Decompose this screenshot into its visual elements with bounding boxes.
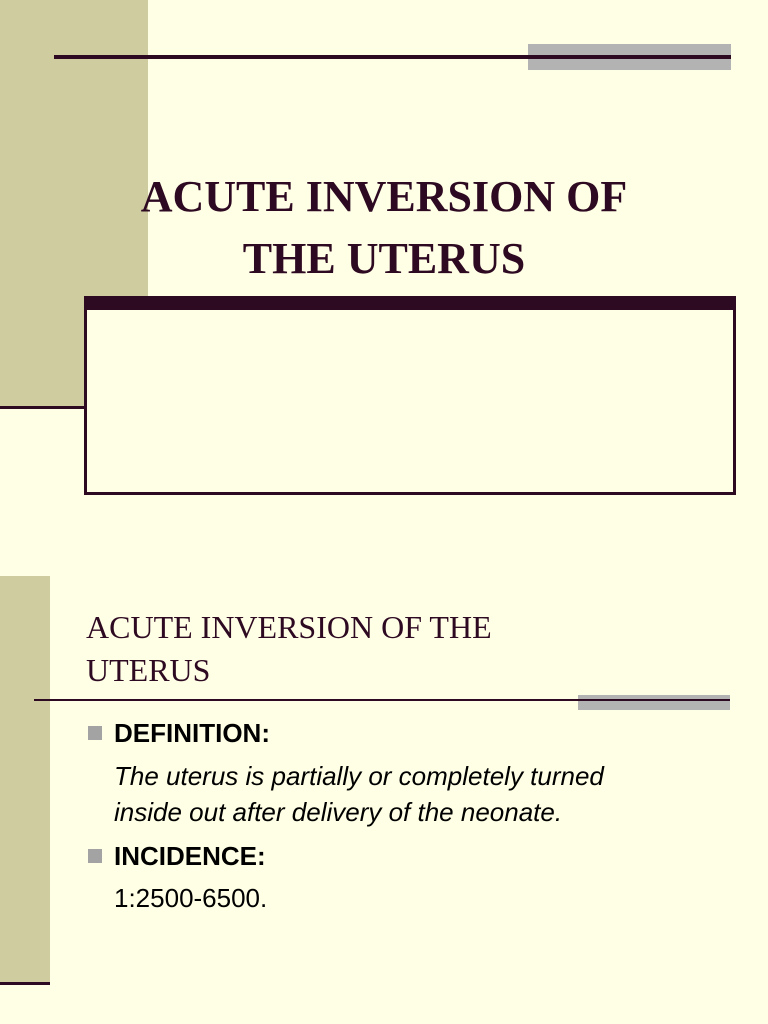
- title-line-2: UTERUS: [86, 652, 211, 688]
- sidebar-rule: [0, 982, 50, 985]
- grey-accent-bar: [578, 695, 730, 710]
- slide-gap: [0, 540, 768, 576]
- incidence-text: [114, 880, 724, 916]
- list-item-incidence: [88, 841, 266, 871]
- definition-line-1: The uterus is partially or completely turned: [114, 761, 604, 791]
- bullet-heading: INCIDENCE:: [114, 841, 266, 871]
- slide-title: [84, 166, 684, 290]
- sidebar-decoration: [0, 576, 50, 984]
- title-line-1: ACUTE INVERSION OF: [140, 172, 628, 221]
- grey-accent-bar: [528, 44, 731, 70]
- definition-text: [114, 758, 724, 830]
- square-bullet-icon: [88, 726, 102, 740]
- top-rule: [54, 55, 528, 59]
- list-item-definition: [88, 718, 270, 748]
- bullet-heading: DEFINITION:: [114, 718, 270, 748]
- title-line-1: ACUTE INVERSION OF THE: [86, 609, 492, 645]
- incidence-line-1: 1:2500-6500.: [114, 883, 268, 913]
- title-line-2: THE UTERUS: [242, 234, 526, 283]
- definition-line-2: inside out after delivery of the neonate.: [114, 797, 563, 827]
- content-slide: [0, 576, 768, 1024]
- square-bullet-icon: [88, 849, 102, 863]
- title-rule: [34, 699, 578, 701]
- subtitle-box: [84, 310, 736, 495]
- slide-title: [86, 606, 646, 692]
- sidebar-rule: [0, 406, 84, 409]
